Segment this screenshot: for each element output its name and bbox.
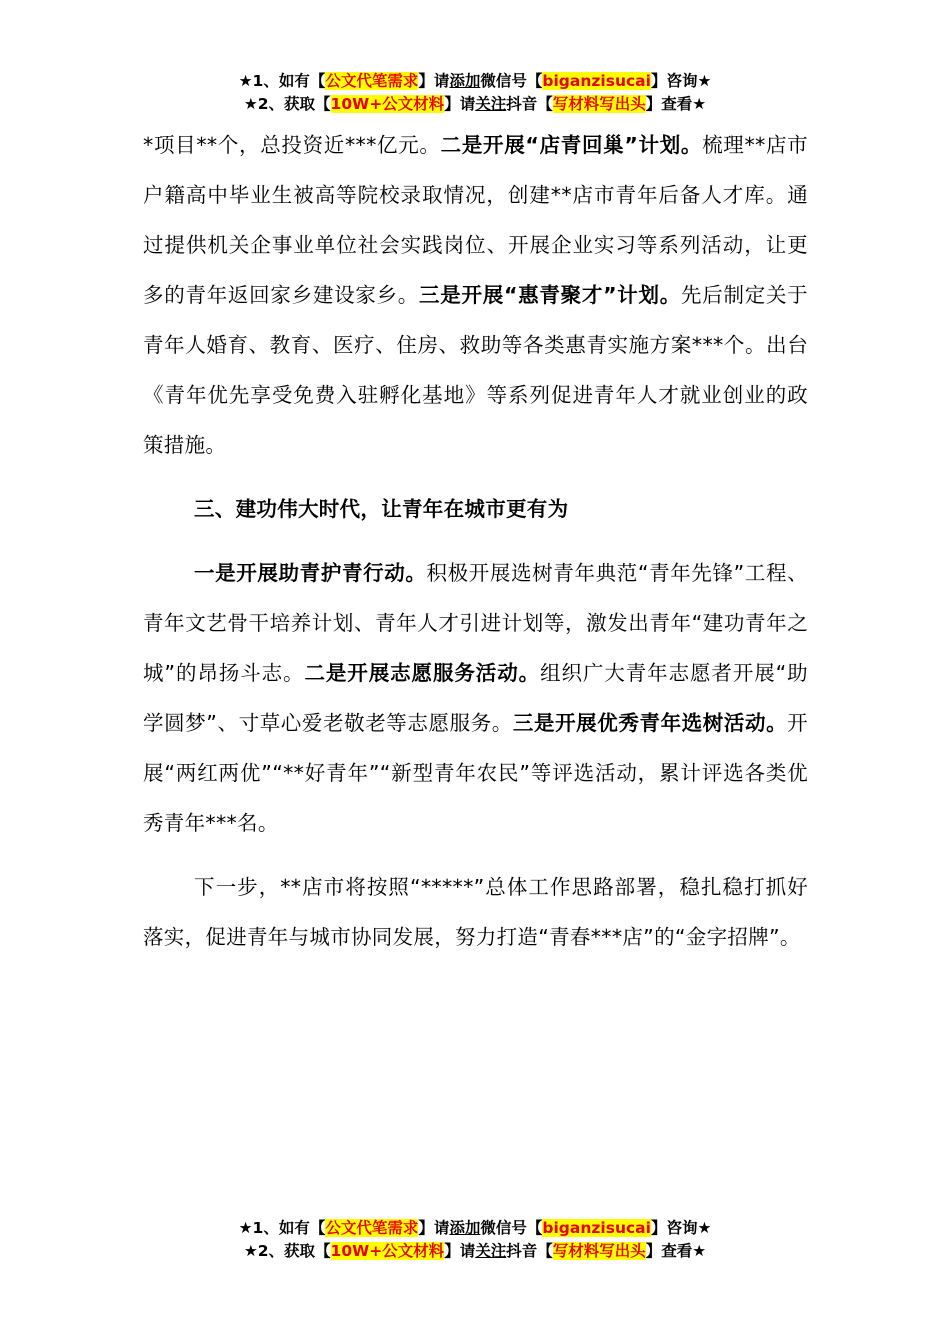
paragraph-2: [143, 548, 808, 848]
banner-highlight: 公文代笔需求: [325, 1219, 419, 1237]
banner-highlight: 写材料写出头: [552, 95, 646, 113]
banner-text: 抖音【: [506, 95, 553, 113]
bold-lead: 二是开展志愿服务活动。: [304, 661, 541, 685]
banner-underline: 添加: [449, 1219, 481, 1237]
banner-highlight: 写材料写出头: [552, 1242, 646, 1260]
body-text: *项目**个，总投资近***亿元。: [143, 133, 441, 157]
banner-text: 】咨询★: [650, 72, 712, 90]
banner-text: 】请: [444, 95, 476, 113]
body-text: 积极开展选树青年典范“青年先锋”工程、青年文艺骨干培养计划、青年人才引进计划等，激发出青年“建功青年之城”的昂扬斗志。: [143, 561, 808, 685]
bold-lead: 二是开展“店青回巢”计划。: [440, 133, 703, 157]
body-text: 开展“两红两优”“**好青年”“新型青年农民”等评选活动，累计评选各类优秀青年***名。: [143, 711, 808, 835]
banner-text: 】请: [444, 1242, 476, 1260]
banner-wechat-id: biganzisucai: [542, 1219, 651, 1237]
body-text: 梳理**店市户籍高中毕业生被高等院校录取情况，创建**店市青年后备人才库。通过提供机关企事业单位社会实践岗位、开展企业实习等系列活动，让更多的青年返回家乡建设家乡。: [143, 133, 808, 307]
banner-line-1: [0, 70, 950, 93]
banner-line-2: [0, 1240, 950, 1263]
banner-text: 】咨询★: [650, 1219, 712, 1237]
banner-text: 】请: [418, 1219, 450, 1237]
body-text: 先后制定关于青年人婚育、教育、医疗、住房、救助等各类惠青实施方案***个。出台《青年优先享受免费入驻孵化基地》等系列促进青年人才就业创业的政策措施。: [143, 283, 808, 457]
banner-highlight: 公文代笔需求: [325, 72, 419, 90]
banner-text: 微信号【: [480, 72, 543, 90]
body-text: 组织广大青年志愿者开展“助学圆梦”、寸草心爱老敬老等志愿服务。: [143, 661, 808, 735]
banner-line-2: [0, 93, 950, 116]
banner-underline: 添加: [449, 72, 481, 90]
bold-lead: 一是开展助青护青行动。: [194, 561, 427, 585]
paragraph-3: [143, 862, 808, 962]
banner-wechat-id: biganzisucai: [542, 72, 651, 90]
banner-text: ★1、如有【: [238, 1219, 326, 1237]
footer-banner: [0, 1217, 950, 1263]
banner-highlight: 10W+公文材料: [330, 1242, 445, 1260]
banner-highlight: 10W+公文材料: [330, 95, 445, 113]
banner-underline: 关注: [475, 1242, 507, 1260]
bold-lead: 三是开展优秀青年选树活动。: [512, 711, 788, 735]
banner-text: 微信号【: [480, 1219, 543, 1237]
paragraph-1: [143, 120, 808, 470]
banner-text: 】查看★: [645, 95, 707, 113]
section-heading-text: 三、建功伟大时代，让青年在城市更有为: [194, 497, 569, 521]
banner-text: ★2、获取【: [243, 95, 331, 113]
section-heading: [143, 484, 808, 534]
banner-text: 抖音【: [506, 1242, 553, 1260]
banner-text: 】请: [418, 72, 450, 90]
bold-lead: 三是开展“惠青聚才”计划。: [419, 283, 682, 307]
banner-text: 】查看★: [645, 1242, 707, 1260]
document-body: [143, 120, 808, 962]
banner-text: ★2、获取【: [243, 1242, 331, 1260]
banner-text: ★1、如有【: [238, 72, 326, 90]
header-banner: [0, 70, 950, 116]
body-text: 下一步，**店市将按照“*****”总体工作思路部署，稳扎稳打抓好落实，促进青年与城市协同发展，努力打造“青春***店”的“金字招牌”。: [143, 875, 808, 949]
banner-underline: 关注: [475, 95, 507, 113]
banner-line-1: [0, 1217, 950, 1240]
